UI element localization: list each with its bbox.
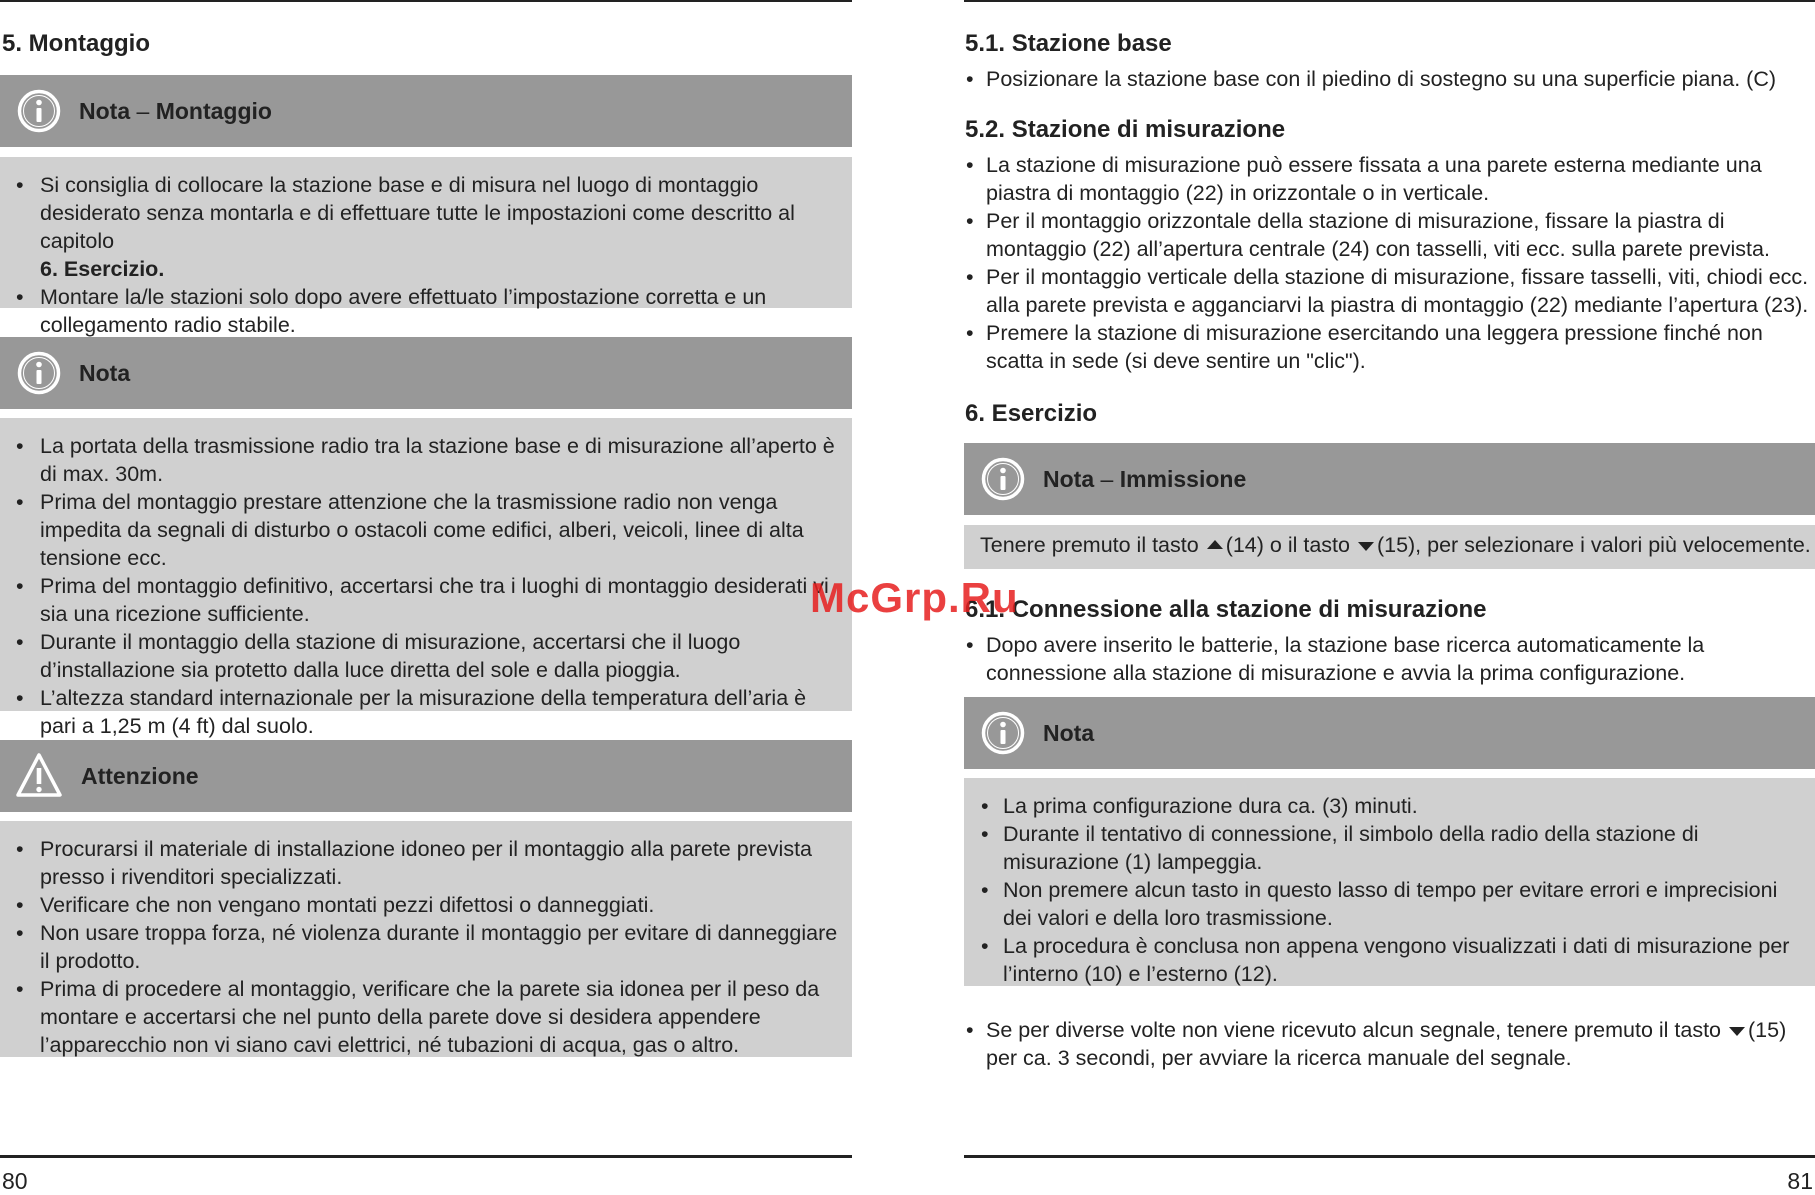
section-title-montaggio: 5. Montaggio	[2, 30, 150, 57]
right-page	[964, 0, 1815, 1195]
note-box-connessione	[964, 778, 1815, 986]
info-icon	[17, 351, 61, 395]
note-box-montaggio	[0, 157, 852, 337]
top-rule	[964, 0, 1815, 2]
note-bar-label: Nota – Montaggio	[79, 97, 272, 124]
note-bar-connessione	[964, 697, 1815, 769]
note-bar-label: Nota	[79, 359, 131, 386]
list-item: • La stazione di misurazione può essere fissata a una parete esterna mediante una piastra di montaggio (22) in orizzontale o in verticale.	[964, 151, 1809, 207]
list-item: • Si consiglia di collocare la stazione base e di misura nel luogo di montaggio desiderato senza montarla e di effettuare tutte le impostazioni come descritto al capitolo 6. Esercizio.	[0, 171, 838, 283]
list-item: • Premere la stazione di misurazione esercitando una leggera pressione finché non scatta in sede (si deve sentire un "clic").	[964, 319, 1809, 375]
list-item: • Non usare troppa forza, né violenza durante il montaggio per evitare di danneggiare il prodotto.	[0, 919, 838, 975]
info-icon	[981, 457, 1025, 501]
list-stazione-misurazione	[964, 151, 1809, 375]
list-item: • Per il montaggio orizzontale della stazione di misurazione, fissare la piastra di montaggio (22) all’apertura centrale (24) con tasselli, viti ecc. sulla parete prevista.	[964, 207, 1809, 263]
list-item: • Durante il montaggio della stazione di misurazione, accertarsi che il luogo d’installazione sia protetto dalla luce diretta del sole e dalla pioggia.	[0, 628, 838, 684]
top-rule	[0, 0, 852, 2]
bottom-rule	[0, 1155, 852, 1158]
warning-bar-label: Attenzione	[81, 762, 199, 789]
list-item: • Posizionare la stazione base con il piedino di sostegno su una superficie piana. (C)	[964, 65, 1809, 93]
note-bar-montaggio	[0, 75, 852, 147]
list-item: • L’altezza standard internazionale per la misurazione della temperatura dell’aria è pari a 1,25 m (4 ft) dal suolo.	[0, 684, 838, 740]
list-connessione	[964, 631, 1803, 687]
section-title-stazione-misurazione: 5.2. Stazione di misurazione	[965, 116, 1286, 143]
note-bar-nota	[0, 337, 852, 409]
section-title-esercizio: 6. Esercizio	[965, 400, 1098, 427]
page-number: 80	[2, 1168, 28, 1194]
section-title-connessione: 6.1. Connessione alla stazione di misurazione	[965, 596, 1487, 623]
info-icon	[17, 89, 61, 133]
arrow-down-icon	[1729, 1027, 1745, 1036]
bottom-rule	[964, 1155, 1815, 1158]
list-ricerca-manuale	[964, 1016, 1813, 1072]
warning-bar	[0, 740, 852, 812]
note-box-nota	[0, 418, 852, 738]
left-page	[0, 0, 852, 1195]
warning-box	[0, 821, 852, 1057]
info-icon	[981, 711, 1025, 755]
arrow-up-icon	[1207, 540, 1223, 549]
note-bar-label: Nota	[1043, 719, 1095, 746]
list-item: • Procurarsi il materiale di installazione idoneo per il montaggio alla parete prevista presso i rivenditori specializzati.	[0, 835, 838, 891]
list-item: • Prima di procedere al montaggio, verificare che la parete sia idonea per il peso da montare e accertarsi che nel punto della parete dove si desidera appendere l’apparecchio non vi siano cavi elettrici, né tubazioni di acqua, gas o altro.	[0, 975, 838, 1059]
list-item: • Se per diverse volte non viene ricevuto alcun segnale, tenere premuto il tasto (15) per ca. 3 secondi, per avviare la ricerca manuale del segnale.	[964, 1016, 1813, 1072]
watermark: McGrp.Ru	[810, 574, 1019, 621]
list-item: • Dopo avere inserito le batterie, la stazione base ricerca automaticamente la connessione alla stazione di misurazione e avvia la prima configurazione.	[964, 631, 1803, 687]
note-bar-label: Nota – Immissione	[1043, 465, 1247, 492]
list-item: • Montare la/le stazioni solo dopo avere effettuato l’impostazione corretta e un collegamento radio stabile.	[0, 283, 838, 339]
list-item: • Per il montaggio verticale della stazione di misurazione, fissare tasselli, viti, chiodi ecc. alla parete prevista e agganciarvi la piastra di montaggio (22) mediante l’apertura (23).	[964, 263, 1809, 319]
list-item: • Non premere alcun tasto in questo lasso di tempo per evitare errori e imprecisioni dei valori e della loro trasmissione.	[964, 876, 1801, 932]
list-item: • La procedura è conclusa non appena vengono visualizzati i dati di misurazione per l’interno (10) e l’esterno (12).	[964, 932, 1801, 988]
list-item: • Verificare che non vengano montati pezzi difettosi o danneggiati.	[0, 891, 838, 919]
list-item: • Durante il tentativo di connessione, il simbolo della radio della stazione di misurazione (1) lampeggia.	[964, 820, 1801, 876]
page-number: 81	[1787, 1168, 1813, 1194]
list-item: • La prima configurazione dura ca. (3) minuti.	[964, 792, 1801, 820]
warning-icon	[15, 752, 63, 800]
list-stazione-base	[964, 65, 1809, 93]
list-item: • La portata della trasmissione radio tra la stazione base e di misurazione all’aperto è di max. 30m.	[0, 432, 838, 488]
list-item: • Prima del montaggio prestare attenzione che la trasmissione radio non venga impedita da segnali di disturbo o ostacoli come edifici, alberi, veicoli, linee di alta tensione ecc.	[0, 488, 838, 572]
note-box-immissione	[964, 525, 1815, 569]
arrow-down-icon	[1358, 542, 1374, 551]
section-title-stazione-base: 5.1. Stazione base	[965, 30, 1172, 57]
note-text: Tenere premuto il tasto (14) o il tasto (15), per selezionare i valori più velocemente.	[980, 533, 1811, 557]
note-bar-immissione	[964, 443, 1815, 515]
list-item: • Prima del montaggio definitivo, accertarsi che tra i luoghi di montaggio desiderati vi sia una ricezione sufficiente.	[0, 572, 838, 628]
